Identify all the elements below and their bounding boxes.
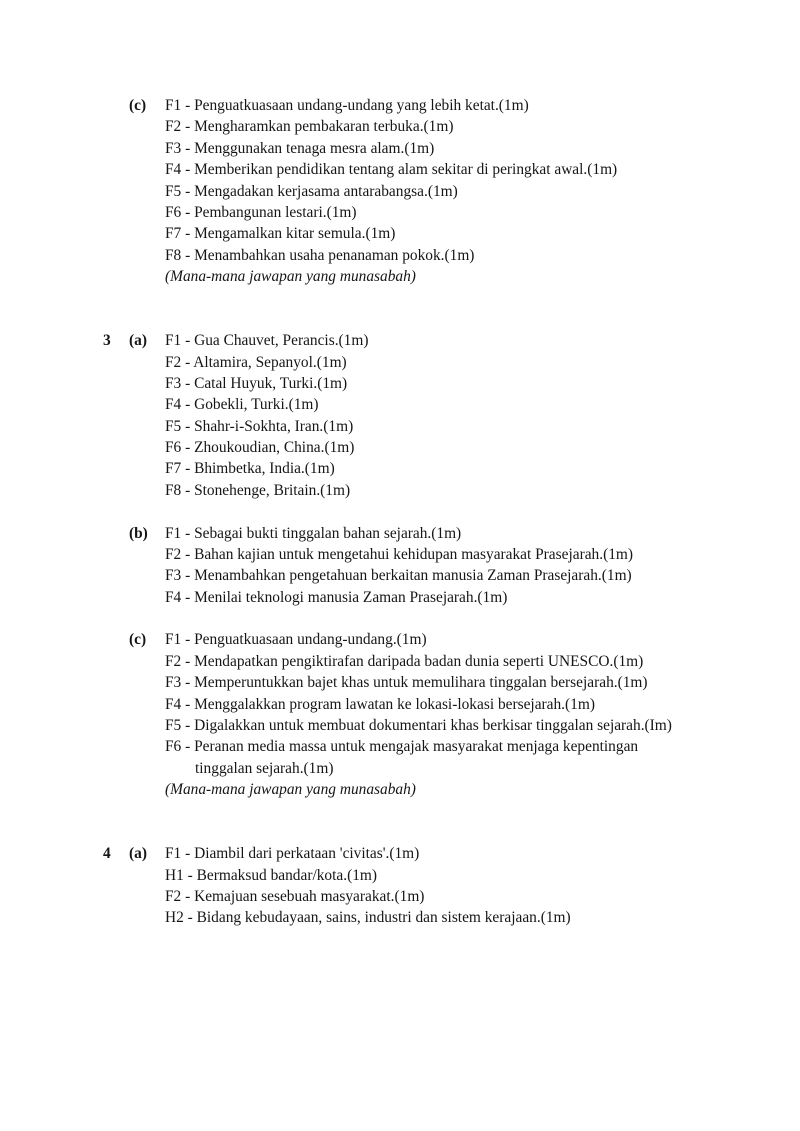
- answer-text: F5 - Digalakkan untuk membuat dokumentari khas berkisar tinggalan sejarah.(Im): [165, 716, 672, 734]
- answer-line: [103, 587, 770, 608]
- answer-line: [103, 394, 770, 415]
- question-number: 3: [103, 332, 111, 350]
- answer-line: [103, 480, 770, 501]
- answer-text: F7 - Mengamalkan kitar semula.(1m): [165, 225, 396, 243]
- answer-text: F2 - Mengharamkan pembakaran terbuka.(1m): [165, 118, 454, 136]
- answer-line: [103, 181, 770, 202]
- answer-text: F4 - Gobekli, Turki.(1m): [165, 396, 319, 414]
- answer-line: [103, 523, 770, 544]
- answer-text: F8 - Menambahkan usaha penanaman pokok.(1m): [165, 246, 475, 264]
- answer-line: [103, 223, 770, 244]
- answer-text: F6 - Peranan media massa untuk mengajak masyarakat menjaga kepentingan: [165, 738, 639, 756]
- answer-line: [103, 715, 770, 736]
- answer-line: [103, 886, 770, 907]
- answer-text: F1 - Sebagai bukti tinggalan bahan sejarah.(1m): [165, 524, 462, 542]
- answer-text: F3 - Memperuntukkan bajet khas untuk memulihara tinggalan bersejarah.(1m): [165, 674, 648, 692]
- answer-line: [103, 779, 770, 800]
- answer-text: F1 - Penguatkuasaan undang-undang yang lebih ketat.(1m): [165, 97, 529, 114]
- answer-line: [103, 629, 770, 650]
- answer-text: tinggalan sejarah.(1m): [195, 759, 334, 777]
- answer-text: H1 - Bermaksud bandar/kota.(1m): [165, 866, 377, 884]
- part-letter: (b): [129, 524, 148, 542]
- answer-line: [103, 373, 770, 394]
- answer-text: F6 - Zhoukoudian, China.(1m): [165, 439, 355, 456]
- answer-text: F3 - Menggunakan tenaga mesra alam.(1m): [165, 139, 435, 157]
- answer-text: F1 - Diambil dari perkataan 'civitas'.(1m): [165, 845, 420, 863]
- answer-line: [103, 565, 770, 586]
- part-letter: (c): [129, 97, 147, 114]
- answer-text: H2 - Bidang kebudayaan, sains, industri dan sistem kerajaan.(1m): [165, 909, 571, 927]
- answer-scheme-content: [103, 95, 770, 929]
- answer-text: F6 - Pembangunan lestari.(1m): [165, 203, 357, 221]
- answer-line: [103, 843, 770, 864]
- answer-line: [103, 245, 770, 266]
- answer-text: F7 - Bhimbetka, India.(1m): [165, 460, 335, 478]
- answer-text: F1 - Gua Chauvet, Perancis.(1m): [165, 332, 369, 350]
- answer-text: F4 - Menilai teknologi manusia Zaman Prasejarah.(1m): [165, 588, 508, 606]
- answer-block: [103, 330, 770, 501]
- answer-line: [103, 758, 770, 779]
- part-letter: (c): [129, 631, 147, 649]
- answer-line: [103, 138, 770, 159]
- answer-line: [103, 202, 770, 223]
- answer-text: F2 - Altamira, Sepanyol.(1m): [165, 353, 347, 371]
- answer-text: F5 - Shahr-i-Sokhta, Iran.(1m): [165, 417, 354, 435]
- answer-line: [103, 330, 770, 351]
- answer-line: [103, 694, 770, 715]
- answer-line: [103, 95, 770, 116]
- answer-line: [103, 437, 770, 458]
- answer-line: [103, 672, 770, 693]
- answer-line: [103, 458, 770, 479]
- answer-text: F4 - Memberikan pendidikan tentang alam sekitar di peringkat awal.(1m): [165, 161, 618, 179]
- answer-block: [103, 95, 770, 287]
- answer-text: F2 - Bahan kajian untuk mengetahui kehidupan masyarakat Prasejarah.(1m): [165, 545, 633, 563]
- answer-text: F4 - Menggalakkan program lawatan ke lokasi-lokasi bersejarah.(1m): [165, 695, 595, 713]
- answer-line: [103, 352, 770, 373]
- answer-block: [103, 843, 770, 929]
- answer-line: [103, 544, 770, 565]
- answer-text: F2 - Mendapatkan pengiktirafan daripada badan dunia seperti UNESCO.(1m): [165, 652, 644, 670]
- question-number: 4: [103, 845, 111, 863]
- answer-text: F3 - Menambahkan pengetahuan berkaitan manusia Zaman Prasejarah.(1m): [165, 567, 632, 585]
- answer-line: [103, 651, 770, 672]
- note-text: (Mana-mana jawapan yang munasabah): [165, 781, 416, 798]
- answer-text: F3 - Catal Huyuk, Turki.(1m): [165, 374, 348, 392]
- answer-line: [103, 865, 770, 886]
- answer-text: F2 - Kemajuan sesebuah masyarakat.(1m): [165, 887, 425, 905]
- answer-text: F8 - Stonehenge, Britain.(1m): [165, 481, 351, 499]
- answer-text: F5 - Mengadakan kerjasama antarabangsa.(1m): [165, 182, 458, 200]
- part-letter: (a): [129, 332, 147, 350]
- answer-line: [103, 416, 770, 437]
- part-letter: (a): [129, 845, 147, 863]
- answer-block: [103, 523, 770, 609]
- answer-block: [103, 629, 770, 800]
- answer-line: [103, 736, 770, 757]
- answer-line: [103, 159, 770, 180]
- answer-line: [103, 116, 770, 137]
- note-text: (Mana-mana jawapan yang munasabah): [165, 268, 416, 285]
- answer-line: [103, 266, 770, 287]
- answer-text: F1 - Penguatkuasaan undang-undang.(1m): [165, 631, 427, 649]
- answer-line: [103, 907, 770, 928]
